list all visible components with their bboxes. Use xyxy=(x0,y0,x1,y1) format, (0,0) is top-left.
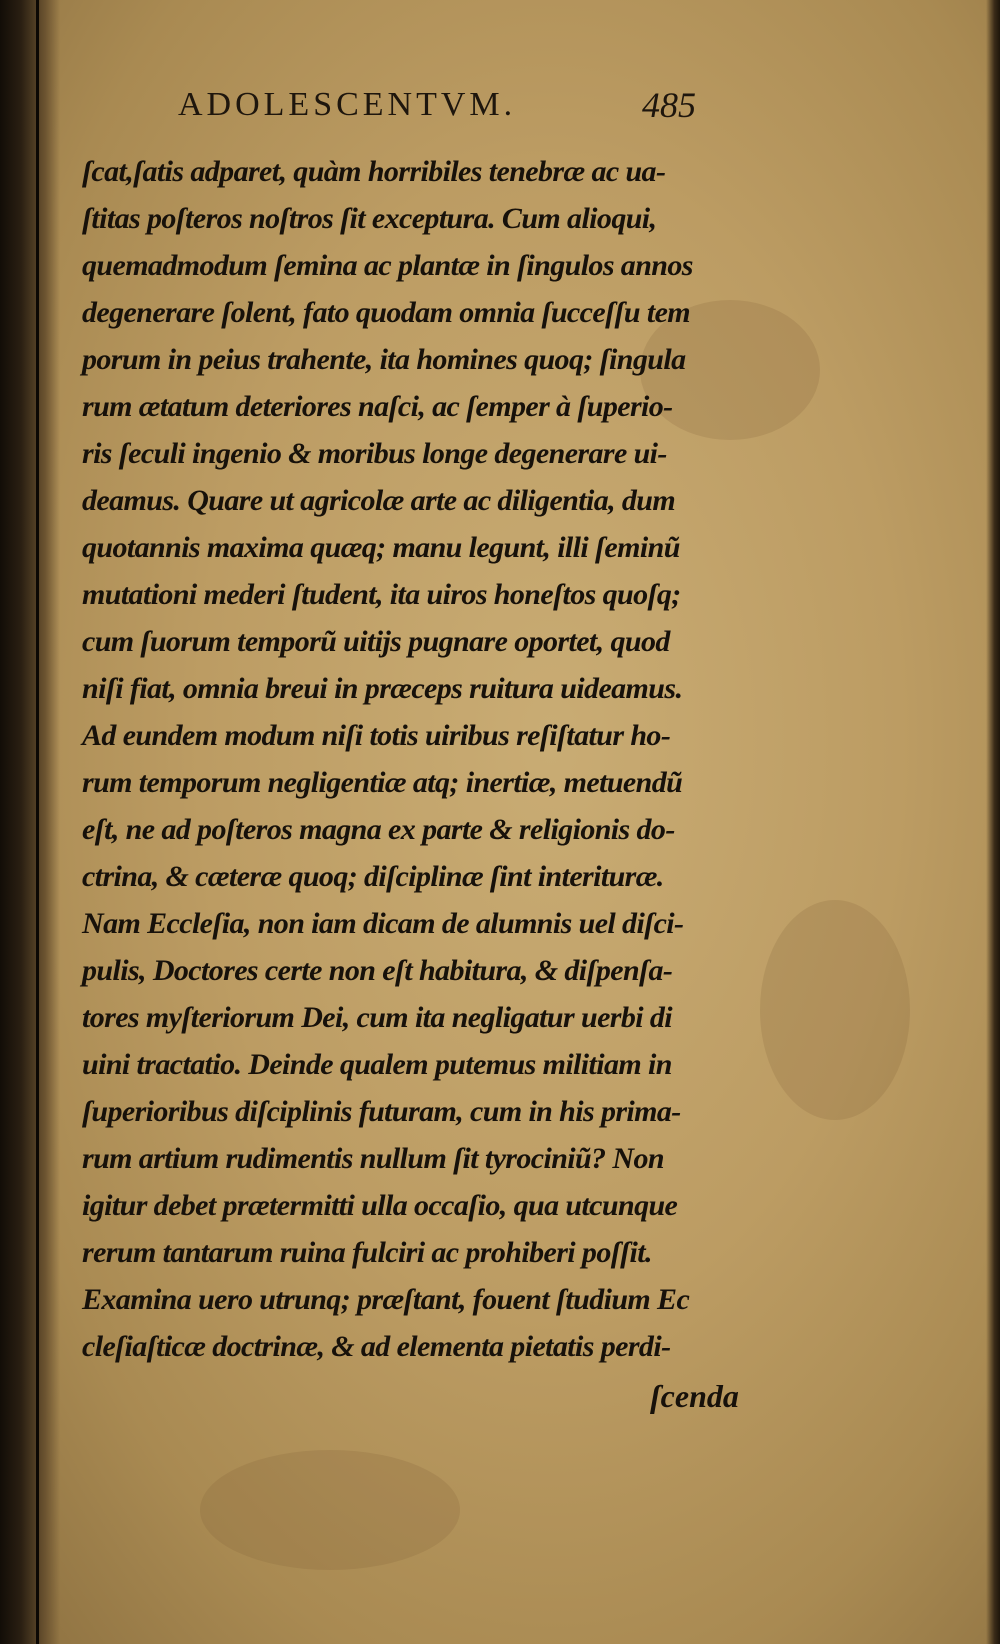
text-line: niſi fiat, omnia breui in præceps ruitura uideamus. xyxy=(82,672,683,705)
text-line: quotannis maxima quæq; manu legunt, illi ſeminũ xyxy=(82,531,680,564)
text-line: igitur debet prætermitti ulla occaſio, qua utcunque xyxy=(82,1189,678,1222)
paper-stain xyxy=(760,900,910,1120)
text-line: ſuperioribus diſciplinis futuram, cum in his prima- xyxy=(82,1095,681,1128)
text-line: eſt, ne ad poſteros magna ex parte & religionis do- xyxy=(82,813,675,846)
page-header xyxy=(150,86,750,136)
text-line: rum temporum negligentiæ atq; inertiæ, metuendũ xyxy=(82,766,683,799)
page-edge xyxy=(986,0,1000,1644)
text-line: rum ætatum deteriores naſci, ac ſemper à ſuperio- xyxy=(82,390,673,423)
text-line: quemadmodum ſemina ac plantæ in ſingulos annos xyxy=(82,249,693,282)
text-line: porum in peius trahente, ita homines quoq; ſingula xyxy=(82,343,686,376)
text-line: pulis, Doctores certe non eſt habitura, & diſpenſa- xyxy=(82,954,673,987)
text-line: rum artium rudimentis nullum ſit tyrociniũ? Non xyxy=(82,1142,664,1175)
paper-stain xyxy=(200,1450,460,1570)
text-line: uini tractatio. Deinde qualem putemus militiam in xyxy=(82,1048,672,1081)
text-line: Nam Eccleſia, non iam dicam de alumnis uel diſci- xyxy=(82,907,684,940)
page-number: 485 xyxy=(642,85,696,125)
text-line: Examina uero utrunq; præſtant, fouent ſtudium Ec xyxy=(82,1283,690,1316)
text-line: degenerare ſolent, fato quodam omnia ſucceſſu tem xyxy=(82,296,691,329)
text-line: ſcat,ſatis adparet, quàm horribiles tenebræ ac ua- xyxy=(82,155,666,188)
text-line: rerum tantarum ruina fulciri ac prohiberi poſſit. xyxy=(82,1236,652,1269)
text-line: deamus. Quare ut agricolæ arte ac diligentia, dum xyxy=(82,484,676,517)
gutter-shadow xyxy=(0,0,60,1644)
text-line: cleſiaſticæ doctrinæ, & ad elementa pietatis perdi- xyxy=(82,1330,671,1363)
binding-edge xyxy=(36,0,39,1644)
text-line: tores myſteriorum Dei, cum ita negligatur uerbi di xyxy=(82,1001,673,1034)
catchword: ſcenda xyxy=(650,1378,739,1414)
text-line: ris ſeculi ingenio & moribus longe degenerare ui- xyxy=(82,437,667,470)
text-line: mutationi mederi ſtudent, ita uiros honeſtos quoſq; xyxy=(82,578,681,611)
text-line: ſtitas poſteros noſtros ſit exceptura. Cum alioqui, xyxy=(82,202,657,235)
text-line: ctrina, & cæteræ quoq; diſciplinæ ſint interituræ. xyxy=(82,860,664,893)
text-line: Ad eundem modum niſi totis uiribus reſiſtatur ho- xyxy=(82,719,671,752)
text-line: cum ſuorum temporũ uitijs pugnare oportet, quod xyxy=(82,625,670,658)
running-title: ADOLESCENTVM. xyxy=(178,86,517,123)
